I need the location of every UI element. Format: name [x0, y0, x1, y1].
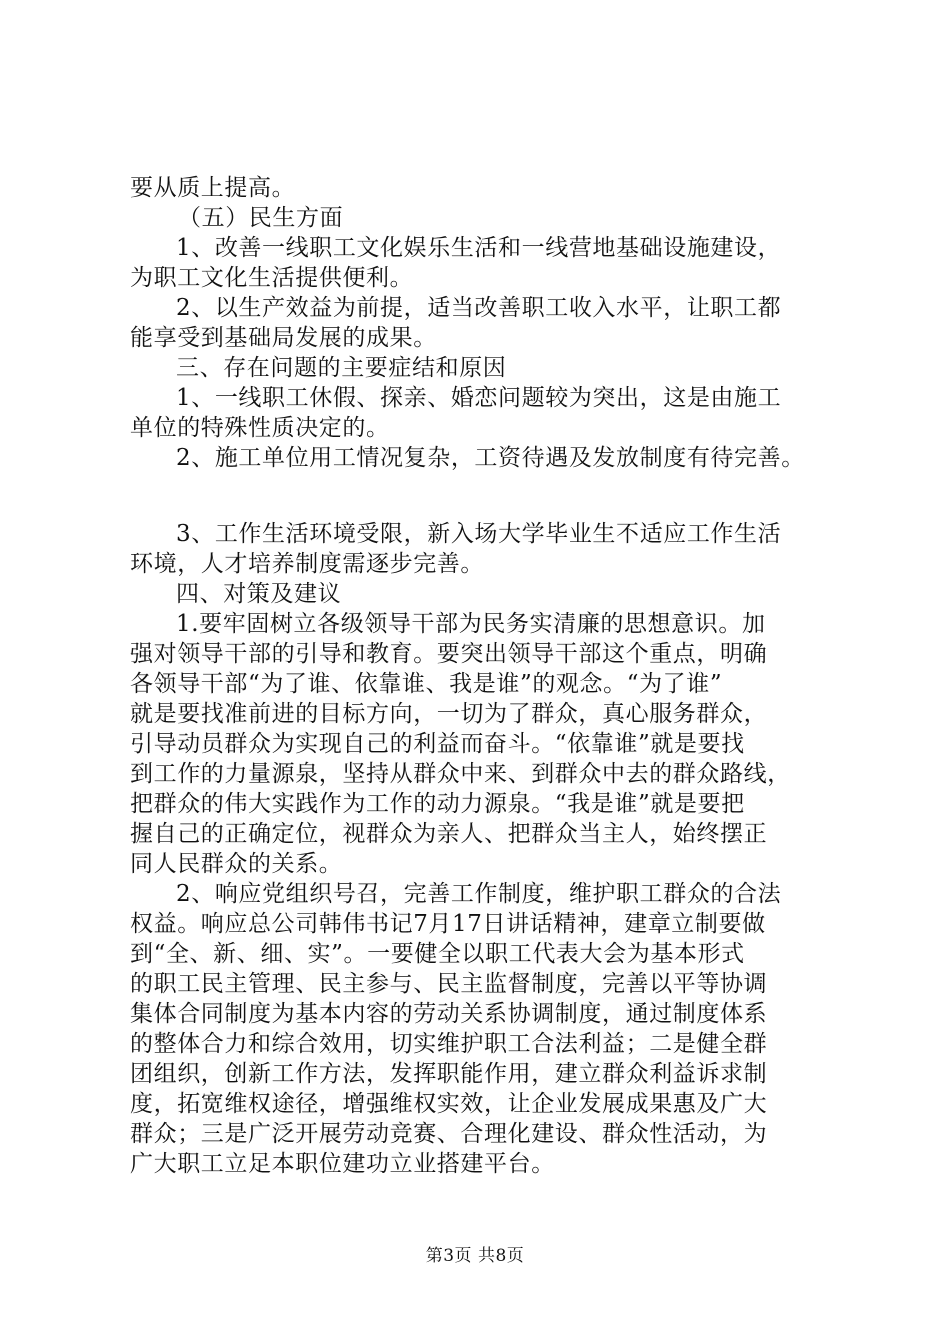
section-heading: （五）民生方面 [178, 205, 344, 231]
body-line: 2、以生产效益为前提，适当改善职工收入水平，让职工都 [176, 295, 782, 321]
body-line: 能享受到基础局发展的成果。 [130, 325, 437, 351]
body-line: 度，拓宽维权途径，增强维权实效，让企业发展成果惠及广大 [130, 1091, 768, 1117]
section-heading: 三、存在问题的主要症结和原因 [176, 355, 507, 381]
body-line: 把群众的伟大实践作为工作的动力源泉。“我是谁”就是要把 [130, 791, 745, 817]
body-line: 群众；三是广泛开展劳动竞赛、合理化建设、群众性活动，为 [130, 1121, 768, 1147]
body-line: 集体合同制度为基本内容的劳动关系协调制度，通过制度体系 [130, 1001, 768, 1027]
page-number-footer: 第3页 共8页 [425, 1246, 525, 1266]
body-line: 同人民群众的关系。 [130, 851, 343, 877]
body-line: 单位的特殊性质决定的。 [130, 415, 390, 441]
body-line: 3、工作生活环境受限，新入场大学毕业生不适应工作生活 [176, 521, 782, 547]
body-line: 引导动员群众为实现自己的利益而奋斗。“依靠谁”就是要找 [130, 731, 745, 757]
body-line: 握自己的正确定位，视群众为亲人、把群众当主人，始终摆正 [130, 821, 768, 847]
body-line: 各领导干部“为了谁、依靠谁、我是谁”的观念。“为了谁” [130, 671, 723, 697]
body-line: 1、一线职工休假、探亲、婚恋问题较为突出，这是由施工 [176, 385, 782, 411]
body-line: 权益。响应总公司韩伟书记7月17日讲话精神，建章立制要做 [130, 911, 766, 937]
body-line: 团组织，创新工作方法，发挥职能作用，建立群众利益诉求制 [130, 1061, 768, 1087]
body-line: 要从质上提高。 [130, 175, 296, 201]
body-line: 的职工民主管理、民主参与、民主监督制度，完善以平等协调 [130, 971, 768, 997]
section-heading: 四、对策及建议 [176, 581, 342, 607]
body-line: 的整体合力和综合效用，切实维护职工合法利益；二是健全群 [130, 1031, 768, 1057]
body-line: 到工作的力量源泉，坚持从群众中来、到群众中去的群众路线， [130, 761, 791, 787]
body-line: 1、改善一线职工文化娱乐生活和一线营地基础设施建设， [176, 235, 782, 261]
body-line: 2、施工单位用工情况复杂，工资待遇及发放制度有待完善。 [176, 445, 805, 471]
body-line: 强对领导干部的引导和教育。要突出领导干部这个重点，明确 [130, 641, 768, 667]
body-line: 2、响应党组织号召，完善工作制度，维护职工群众的合法 [176, 881, 782, 907]
body-line: 广大职工立足本职位建功立业搭建平台。 [130, 1151, 555, 1177]
document-body [130, 173, 850, 1179]
paragraph-gap [130, 473, 850, 519]
body-line: 就是要找准前进的目标方向，一切为了群众，真心服务群众， [130, 701, 768, 727]
body-line: 到“全、新、细、实”。一要健全以职工代表大会为基本形式 [130, 941, 745, 967]
body-line: 环境，人才培养制度需逐步完善。 [130, 551, 484, 577]
body-line: 1.要牢固树立各级领导干部为民务实清廉的思想意识。加 [176, 611, 766, 637]
body-line: 为职工文化生活提供便利。 [130, 265, 414, 291]
